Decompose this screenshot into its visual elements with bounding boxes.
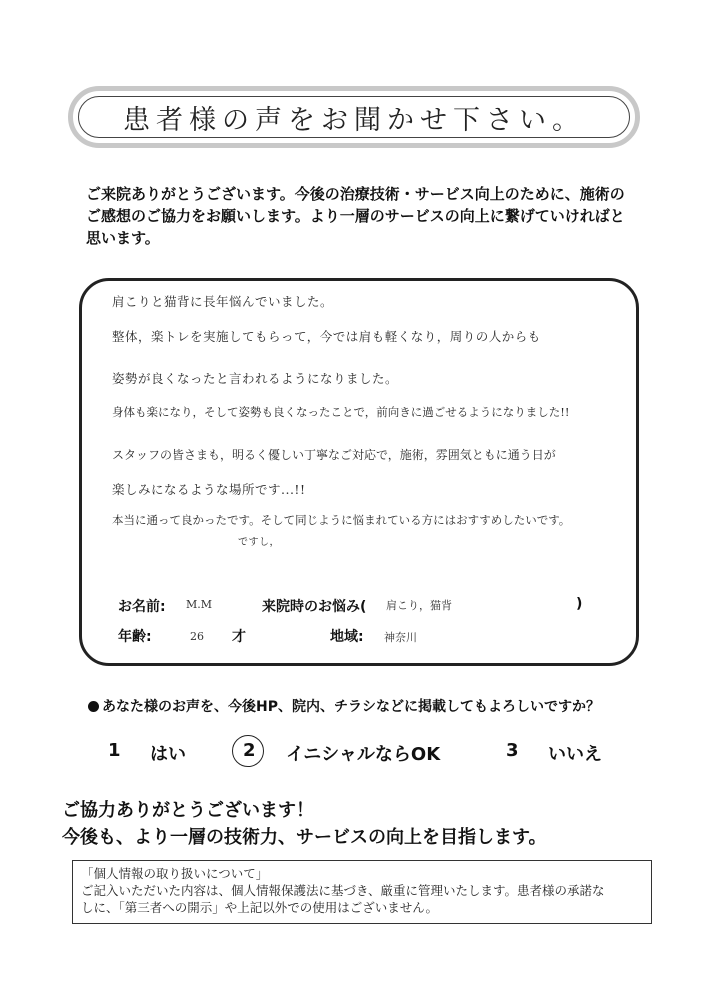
- comment-insertion: ですし，: [238, 537, 280, 548]
- concern-label: 来院時のお悩み(: [262, 599, 367, 615]
- intro-line: ご来院ありがとうございます。今後の治療技術・サービス向上のために、施術の: [86, 185, 625, 203]
- privacy-line: しに、「第三者への開示」や上記以外での使用はございません。: [81, 900, 439, 915]
- intro-paragraph: [86, 183, 646, 249]
- comment-line: 整体，楽トレを実施してもらって，今では肩も軽くなり，周りの人からも: [112, 329, 541, 344]
- consent-option-2-label[interactable]: イニシャルならOK: [286, 744, 441, 765]
- name-value: M.M: [186, 598, 213, 611]
- intro-line: 思います。: [86, 229, 160, 247]
- consent-option-1-number[interactable]: 1: [108, 740, 121, 761]
- comment-line: スタッフの皆さまも，明るく優しい丁寧なご対応で，施術，雰囲気ともに通う日が: [112, 448, 556, 462]
- comment-line: 身体も楽になり，そして姿勢も良くなったことで，前向きに過ごせるようになりました!!: [112, 405, 570, 419]
- age-label: 年齢:: [118, 629, 152, 645]
- consent-option-3-label[interactable]: いいえ: [548, 744, 602, 765]
- privacy-notice: [72, 860, 652, 924]
- name-label: お名前:: [118, 599, 166, 615]
- comment-line: 肩こりと猫背に長年悩んでいました。: [112, 294, 334, 309]
- privacy-heading: 「個人情報の取り扱いについて」: [81, 866, 269, 881]
- comment-line: 楽しみになるような場所です...!!: [112, 482, 306, 497]
- bullet-icon: [88, 701, 99, 712]
- intro-line: ご感想のご協力をお願いします。より一層のサービスの向上に繋げていければと: [86, 207, 625, 225]
- privacy-line: ご記入いただいた内容は、個人情報保護法に基づき、厳重に管理いたします。患者様の承諾な: [81, 883, 605, 898]
- consent-question-text: あなた様のお声を、今後HP、院内、チラシなどに掲載してもよろしいですか？: [102, 699, 600, 715]
- title-frame: [68, 86, 640, 148]
- comment-line: 姿勢が良くなったと言われるようになりました。: [112, 371, 399, 386]
- consent-option-3-number[interactable]: 3: [506, 740, 519, 761]
- age-unit: 才: [232, 629, 246, 645]
- thanks-line-2: 今後も、より一層の技術力、サービスの向上を目指します。: [62, 827, 547, 848]
- consent-option-1-label[interactable]: はい: [150, 744, 186, 765]
- concern-value: 肩こり，猫背: [386, 599, 452, 612]
- region-label: 地域:: [330, 629, 364, 645]
- thanks-line-1: ご協力ありがとうございます！: [62, 800, 314, 821]
- comment-line: 本当に通って良かったです。そして同じように悩まれている方にはおすすめしたいです。: [112, 513, 571, 527]
- age-value: 26: [190, 630, 204, 643]
- region-value: 神奈川: [384, 631, 417, 644]
- consent-question: [88, 696, 600, 716]
- consent-option-2-number[interactable]: 2: [243, 740, 256, 761]
- concern-close: ): [576, 596, 583, 612]
- form-title: 患者様の声をお聞かせ下さい。: [123, 104, 585, 136]
